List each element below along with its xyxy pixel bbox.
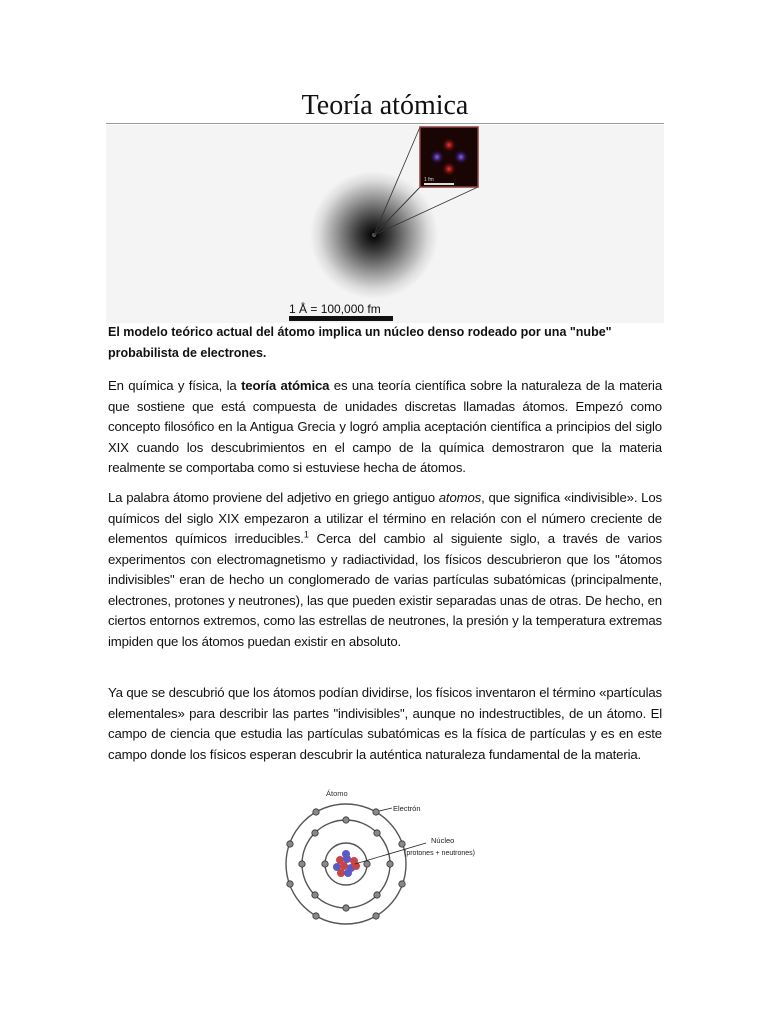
footnote-1[interactable]: 1 [303, 529, 309, 540]
atom-diagram-title: Átomo [326, 789, 348, 798]
neutron [430, 150, 444, 164]
electron-labeled [373, 809, 379, 815]
title-divider [106, 123, 664, 124]
neutron [454, 150, 468, 164]
scale-label: 1 Å = 100,000 fm [289, 302, 381, 316]
paragraph-3: Ya que se descubrió que los átomos podían dividirse, los físicos inventaron el término «partículas elementales» para describir las partes "indivisibles", aunque no indestructibles, de un átomo. El campo de ciencia que estudia las partículas subatómicas es la física de partículas y es en este campo donde los físicos esperan descubrir la auténtica naturaleza fundamental de la materia. [108, 685, 662, 762]
nucleus-inset [420, 127, 478, 187]
scale-bar [289, 316, 393, 321]
paragraph-2: La palabra átomo proviene del adjetivo en griego antiguo atomos, que significa «indivisible». Los químicos del siglo XIX empezaron a utilizar el término en relación con el número creciente de elementos químicos irreducibles.$^1$ Cerca del cambio al siguiente siglo, a través de varios experimentos con electromagnetismo y radiactividad, los físicos descubrieron que los "átomos indivisibles" eran de hecho un conglomerado de varias partículas subatómicas (principalmente, electrones, protones y neutrones), las que pueden existir separadas unas de otras. De hecho, en ciertos entornos extremos, como las estrellas de neutrones, la presión y la temperatura extremas impiden que los átomos puedan existir en absoluto. [108, 490, 662, 649]
electron-label: Electrón [393, 804, 421, 813]
paragraph-1: En química y física, la teoría atómica es una teoría científica sobre la naturaleza de la materia que sostiene que está compuesta de unidades discretas llamadas átomos. Empezó como concepto filosófico en la Antigua Grecia y logró amplia aceptación científica a principios del siglo XIX cuando los descubrimientos en el campo de la química demostraron que la materia realmente se comportaba como si estuviese hecha de átomos. [108, 378, 662, 475]
atom-diagram [276, 784, 496, 934]
electron-pointer [379, 808, 392, 811]
page-title: Teoría atómica [301, 90, 469, 121]
proton [442, 162, 456, 176]
term-atomos: atomos [438, 490, 482, 505]
inset-scale-label: 1 fm [424, 177, 434, 183]
figure-caption: El modelo teórico actual del átomo implica un núcleo denso rodeado por una "nube" probabilista de electrones. [108, 325, 612, 360]
nucleus-label: Núcleo [431, 836, 455, 845]
electron-cloud-figure [106, 125, 664, 323]
nucleus-sublabel: (protones + neutrones) [404, 850, 476, 857]
term-teoria-atomica: teoría atómica [241, 378, 330, 393]
proton [442, 138, 456, 152]
